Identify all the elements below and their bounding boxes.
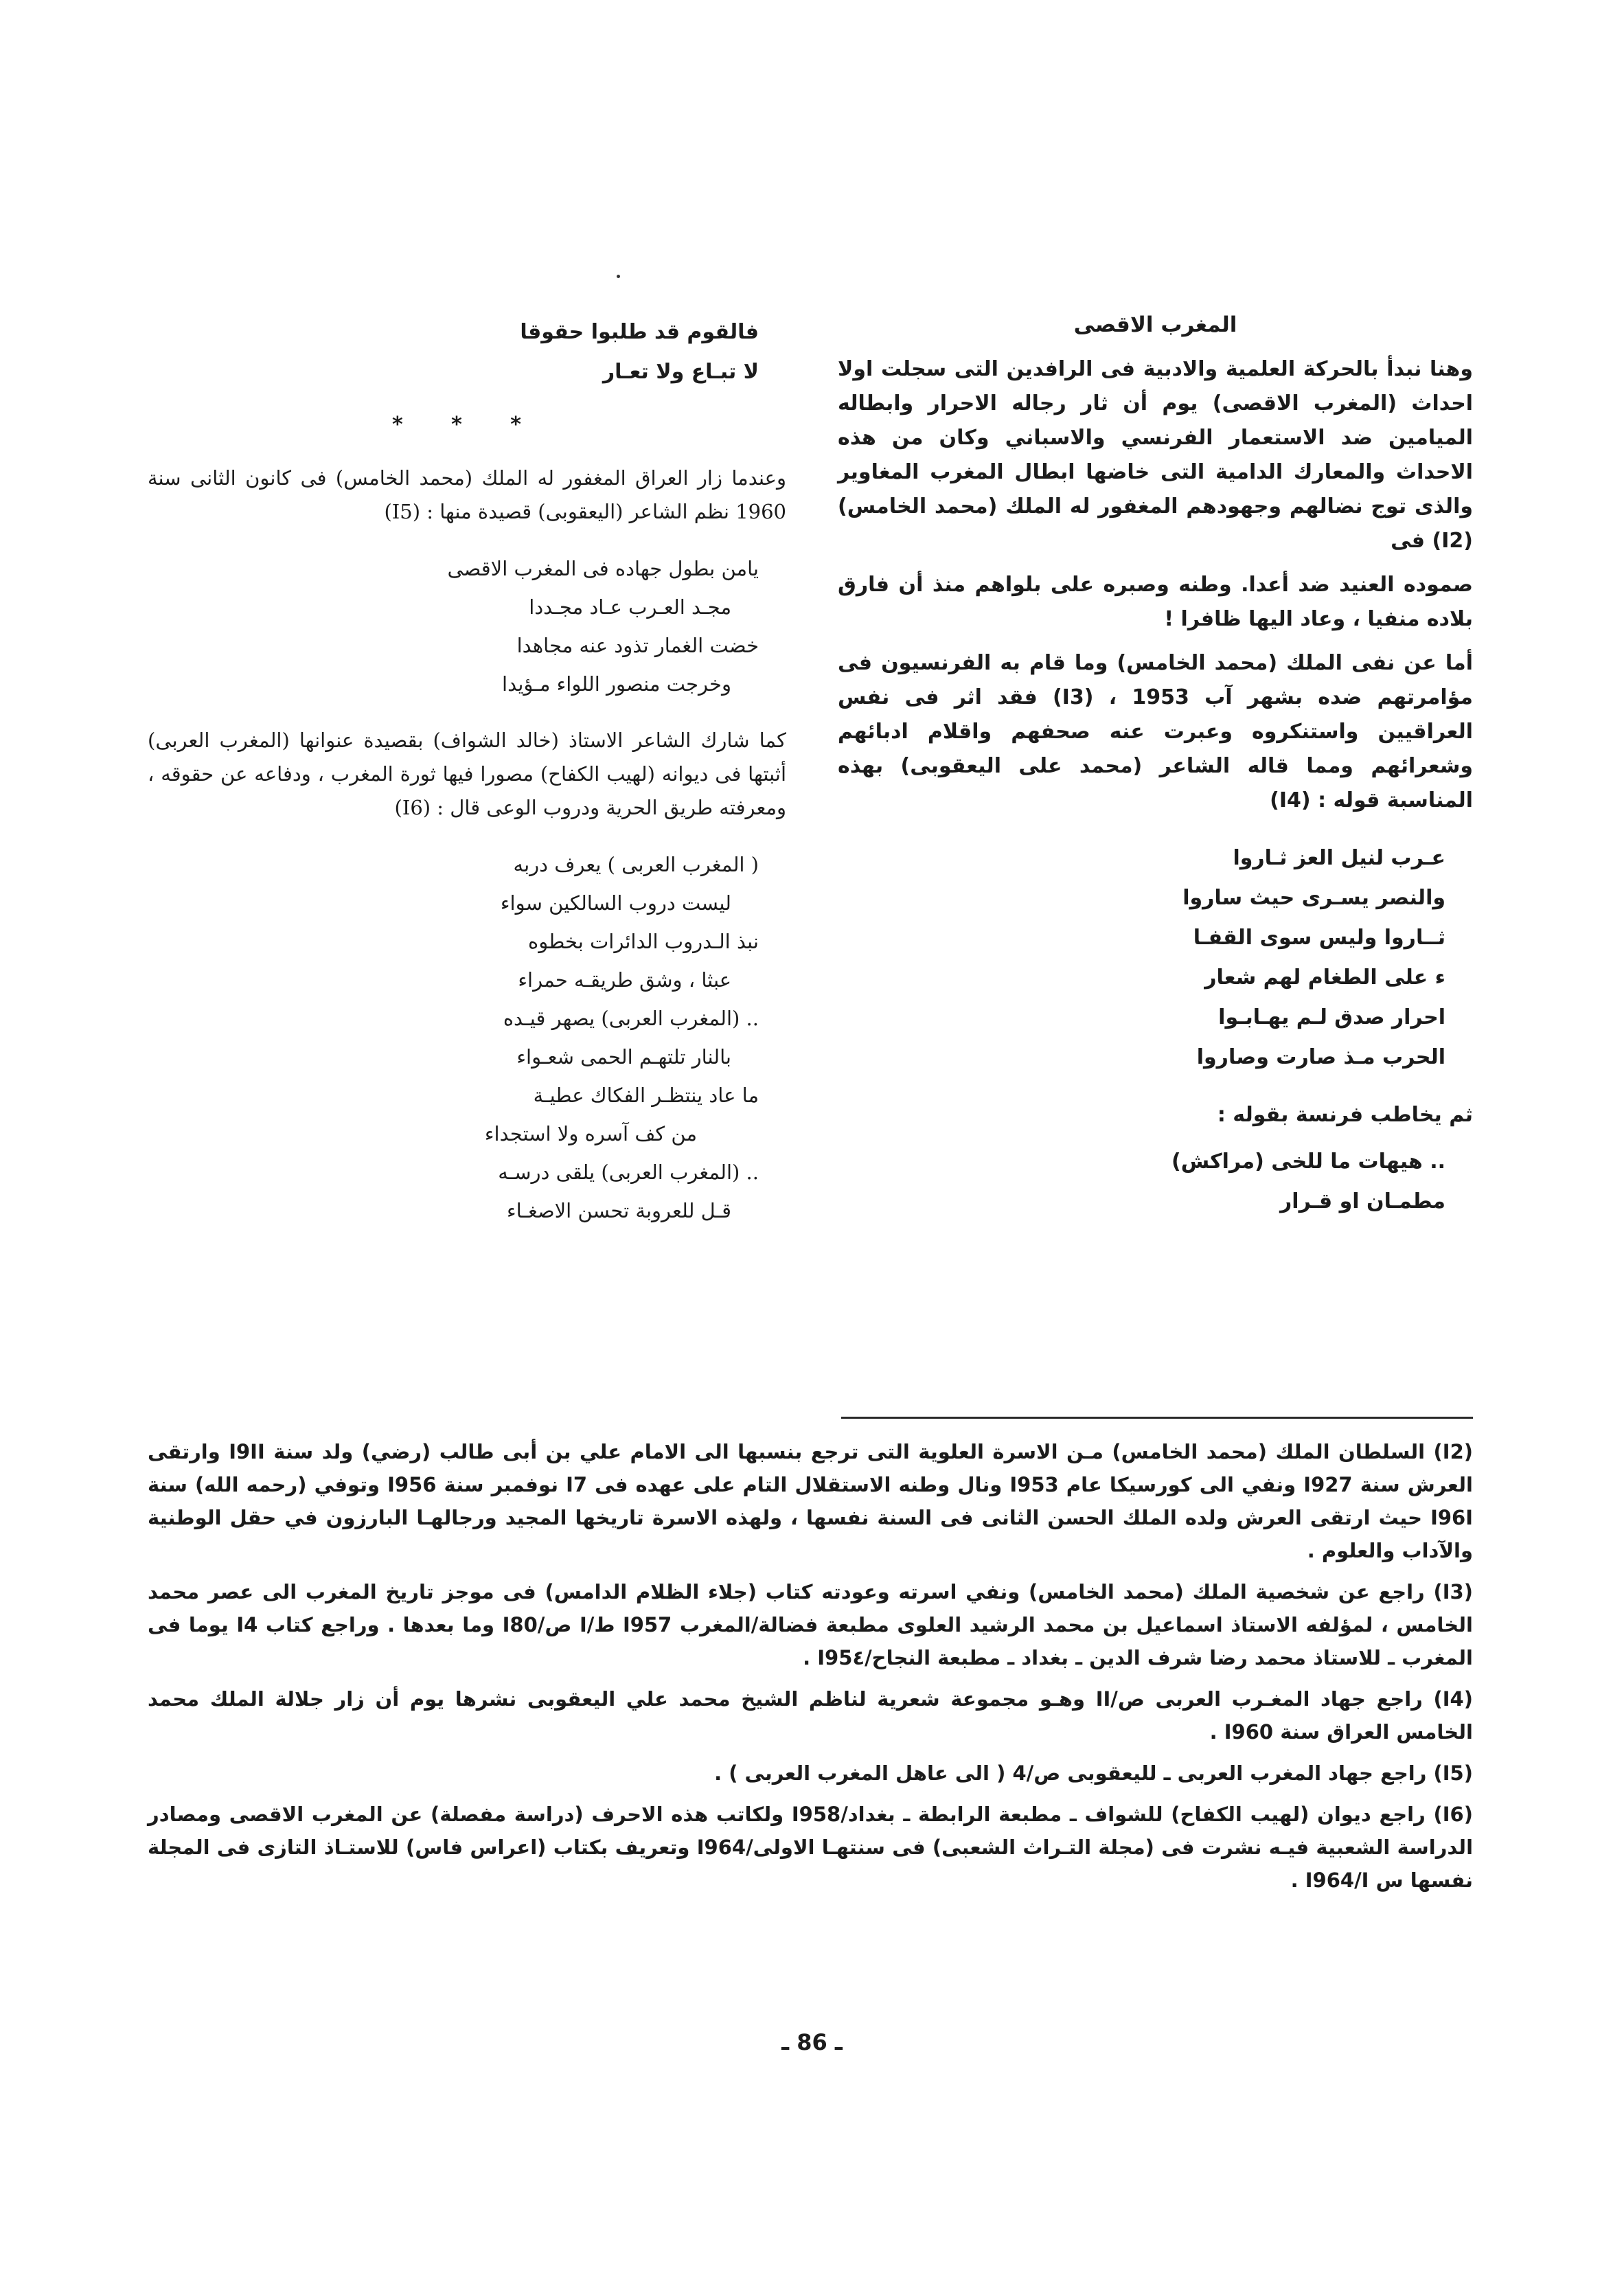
section-heading: المغرب الاقصى <box>1073 312 1237 337</box>
poem-visit <box>148 549 759 703</box>
poem-line: مطمـان او قـرار <box>1280 1189 1445 1213</box>
poem-line: احرار صدق لـم يهـابـوا <box>1218 1005 1445 1029</box>
footnote: (I2) السلطان الملك (محمد الخامس) مـن الاسرة العلوية التى ترجع بنسبها الى الامام علي بن أبى طالب (رضي) ولد سنة I9II وارتقى العرش سنة I927 ونفي الى كورسيكا عام I953 ونال وطنه الاستقلال التام على عهده فى I7 نوفمبر سنة I956 وتوفي (رحمه الله) سنة I96I حيث ارتقى العرش ولده الملك الحسن الثانى فى السنة نفسها ، ولهذه الاسرة تاريخها المجيد ورجالهـا البارزون في حقل الوطنية والآداب والعلوم . <box>148 1440 1474 1562</box>
print-speck <box>617 275 620 278</box>
paragraph: أما عن نفى الملك (محمد الخامس) وما قام به الفرنسيون فى مؤامرتهم ضده بشهر آب 1953 ، (I3) فقد اثر فى نفس العراقيين واستنكروه وعبرت عنه صحفهم واقلام ادبائهم وشعرائهم ومما قاله الشاعر (محمد على اليعقوبى) بهذه المناسبة قوله : (I4) <box>838 651 1474 812</box>
footnote: (I4) راجع جهاد المغـرب العربى ص/II وهـو مجموعة شعرية لناظم الشيخ محمد علي اليعقوبى نشرها يوم أن زار جلالة الملك محمد الخامس العراق سنة I960 . <box>148 1687 1473 1744</box>
poem-line: عبثا ، وشق طريقـه حمراء <box>518 968 731 992</box>
paragraph: صموده العنيد ضد أعدا. وطنه وصبره على بلواهم منذ أن فارق بلاده منفيا ، وعاد اليها ظافرا ! <box>838 573 1473 631</box>
poem-line: قـل للعروبة تحسن الاصغـاء <box>507 1199 731 1222</box>
poem-line: والنصر يسـرى حيث ساروا <box>1182 886 1445 910</box>
poem-line: عـرب لنيل العز ثـاروا <box>1233 846 1445 870</box>
poem-line: .. هيهات ما للخى (مراكش) <box>1171 1150 1445 1174</box>
poem-line: من كف آسره ولا استجداء <box>484 1122 697 1145</box>
footnote: (I3) راجع عن شخصية الملك (محمد الخامس) ونفي اسرته وعودته كتاب (جلاء الظلام الدامس) فى موجز تاريخ المغرب الى عصر محمد الخامس ، لمؤلفه الاستاذ اسماعيل بن محمد الرشيد العلوى مطبعة فضالة/المغرب I957 ط/I ص/I80 وما بعدها . وراجع كتاب I4 يوما فى المغرب ـ للاستاذ محمد رضا شرف الدين ـ بغداد ـ مطبعة النجاح/I95٤ . <box>148 1580 1474 1669</box>
left-column <box>148 312 786 1251</box>
paragraph: وعندما زار العراق المغفور له الملك (محمد الخامس) فى كانون الثانى سنة 1960 نظم الشاعر (اليعقوبى) قصيدة منها : (I5) <box>148 466 786 523</box>
poem-line: .. (المغرب العربى) يصهر قيـده <box>503 1007 759 1030</box>
poem-line: ما عاد ينتظـر الفكاك عطيـة <box>533 1084 759 1107</box>
poem-couplet <box>148 312 759 392</box>
paragraph: كما شارك الشاعر الاستاذ (خالد الشواف) بقصيدة عنوانها (المغرب العربى) أثبتها فى ديوانه (لهيب الكفاح) مصورا فيها ثورة المغرب ، ودفاعه عن حقوقه ، ومعرفته طريق الحرية ودروب الوعى قال : (I6) <box>148 729 786 819</box>
poem-line: الحرب مـذ صارت وصاروا <box>1196 1045 1445 1069</box>
footnote: (I6) راجع ديوان (لهيب الكفاح) للشواف ـ مطبعة الرابطة ـ بغداد/I958 ولكاتب هذه الاحرف (دراسة مفصلة) عن المغرب الاقصى ومصادر الدراسة الشعبية فيـه نشرت فى (مجلة التـراث الشعبى) فى سنتهـا الاولى/I964 وتعريف بكتاب (اعراس فاس) للاستـاذ التازى فى المجلة نفسها س I964/I . <box>148 1803 1474 1892</box>
paragraph: وهنا نبدأ بالحركة العلمية والادبية فى الرافدين التى سجلت اولا احداث (المغرب الاقصى) يوم أن ثار رجاله الاحرار وابطاله الميامين ضد الاستعمار الفرنسي والاسباني وكان من هذه الاحداث والمعارك الدامية التى خاضها ابطال المغرب المغاوير والذى توج نضالهم وجهودهم المغفور له الملك (محمد الخامس) (I2) فى <box>838 357 1473 553</box>
poem-line: ء على الطغام لهم شعار <box>1204 966 1445 990</box>
poem-line: مجـد العـرب عـاد مجـددا <box>529 595 731 619</box>
poem-line: لا تبـاع ولا تعـار <box>602 360 759 384</box>
footnote: (I5) راجع جهاد المغرب العربى ـ لليعقوبى ص/4 ( الى عاهل المغرب العربى ) . <box>714 1761 1473 1785</box>
poem-line: خضت الغمار تذود عنه مجاهدا <box>516 634 759 657</box>
poem-line: نبذ الـدروب الدائرات بخطوه <box>528 930 759 953</box>
right-column <box>838 312 1473 1242</box>
poem-line: ليست دروب السالكين سواء <box>500 891 731 915</box>
poem-france <box>838 1142 1445 1222</box>
footnote-divider <box>841 1417 1473 1419</box>
poem-line: وخرجت منصور اللواء مـؤيدا <box>502 672 731 696</box>
footnotes <box>148 1435 1473 1905</box>
poem-line: ثــاروا وليس سوى القفـا <box>1193 926 1445 950</box>
page-number: ـ 86 ـ <box>781 2029 843 2055</box>
poem-line: .. (المغرب العربى) يلقى درسـه <box>498 1161 759 1184</box>
section-separator: * * * <box>392 413 542 437</box>
poem-line: بالنار تلتهـم الحمى شعـواء <box>516 1045 731 1069</box>
poem-line: ( المغرب العربى ) يعرف دربه <box>513 853 759 876</box>
poem-shawwaf <box>148 845 759 1230</box>
poem-line: يامن بطول جهاده فى المغرب الاقصى <box>447 557 759 580</box>
poem-yaqubi <box>838 838 1445 1077</box>
paragraph: ثم يخاطب فرنسة بقوله : <box>1217 1103 1473 1127</box>
poem-line: فالقوم قد طلبوا حقوقا <box>520 320 759 344</box>
